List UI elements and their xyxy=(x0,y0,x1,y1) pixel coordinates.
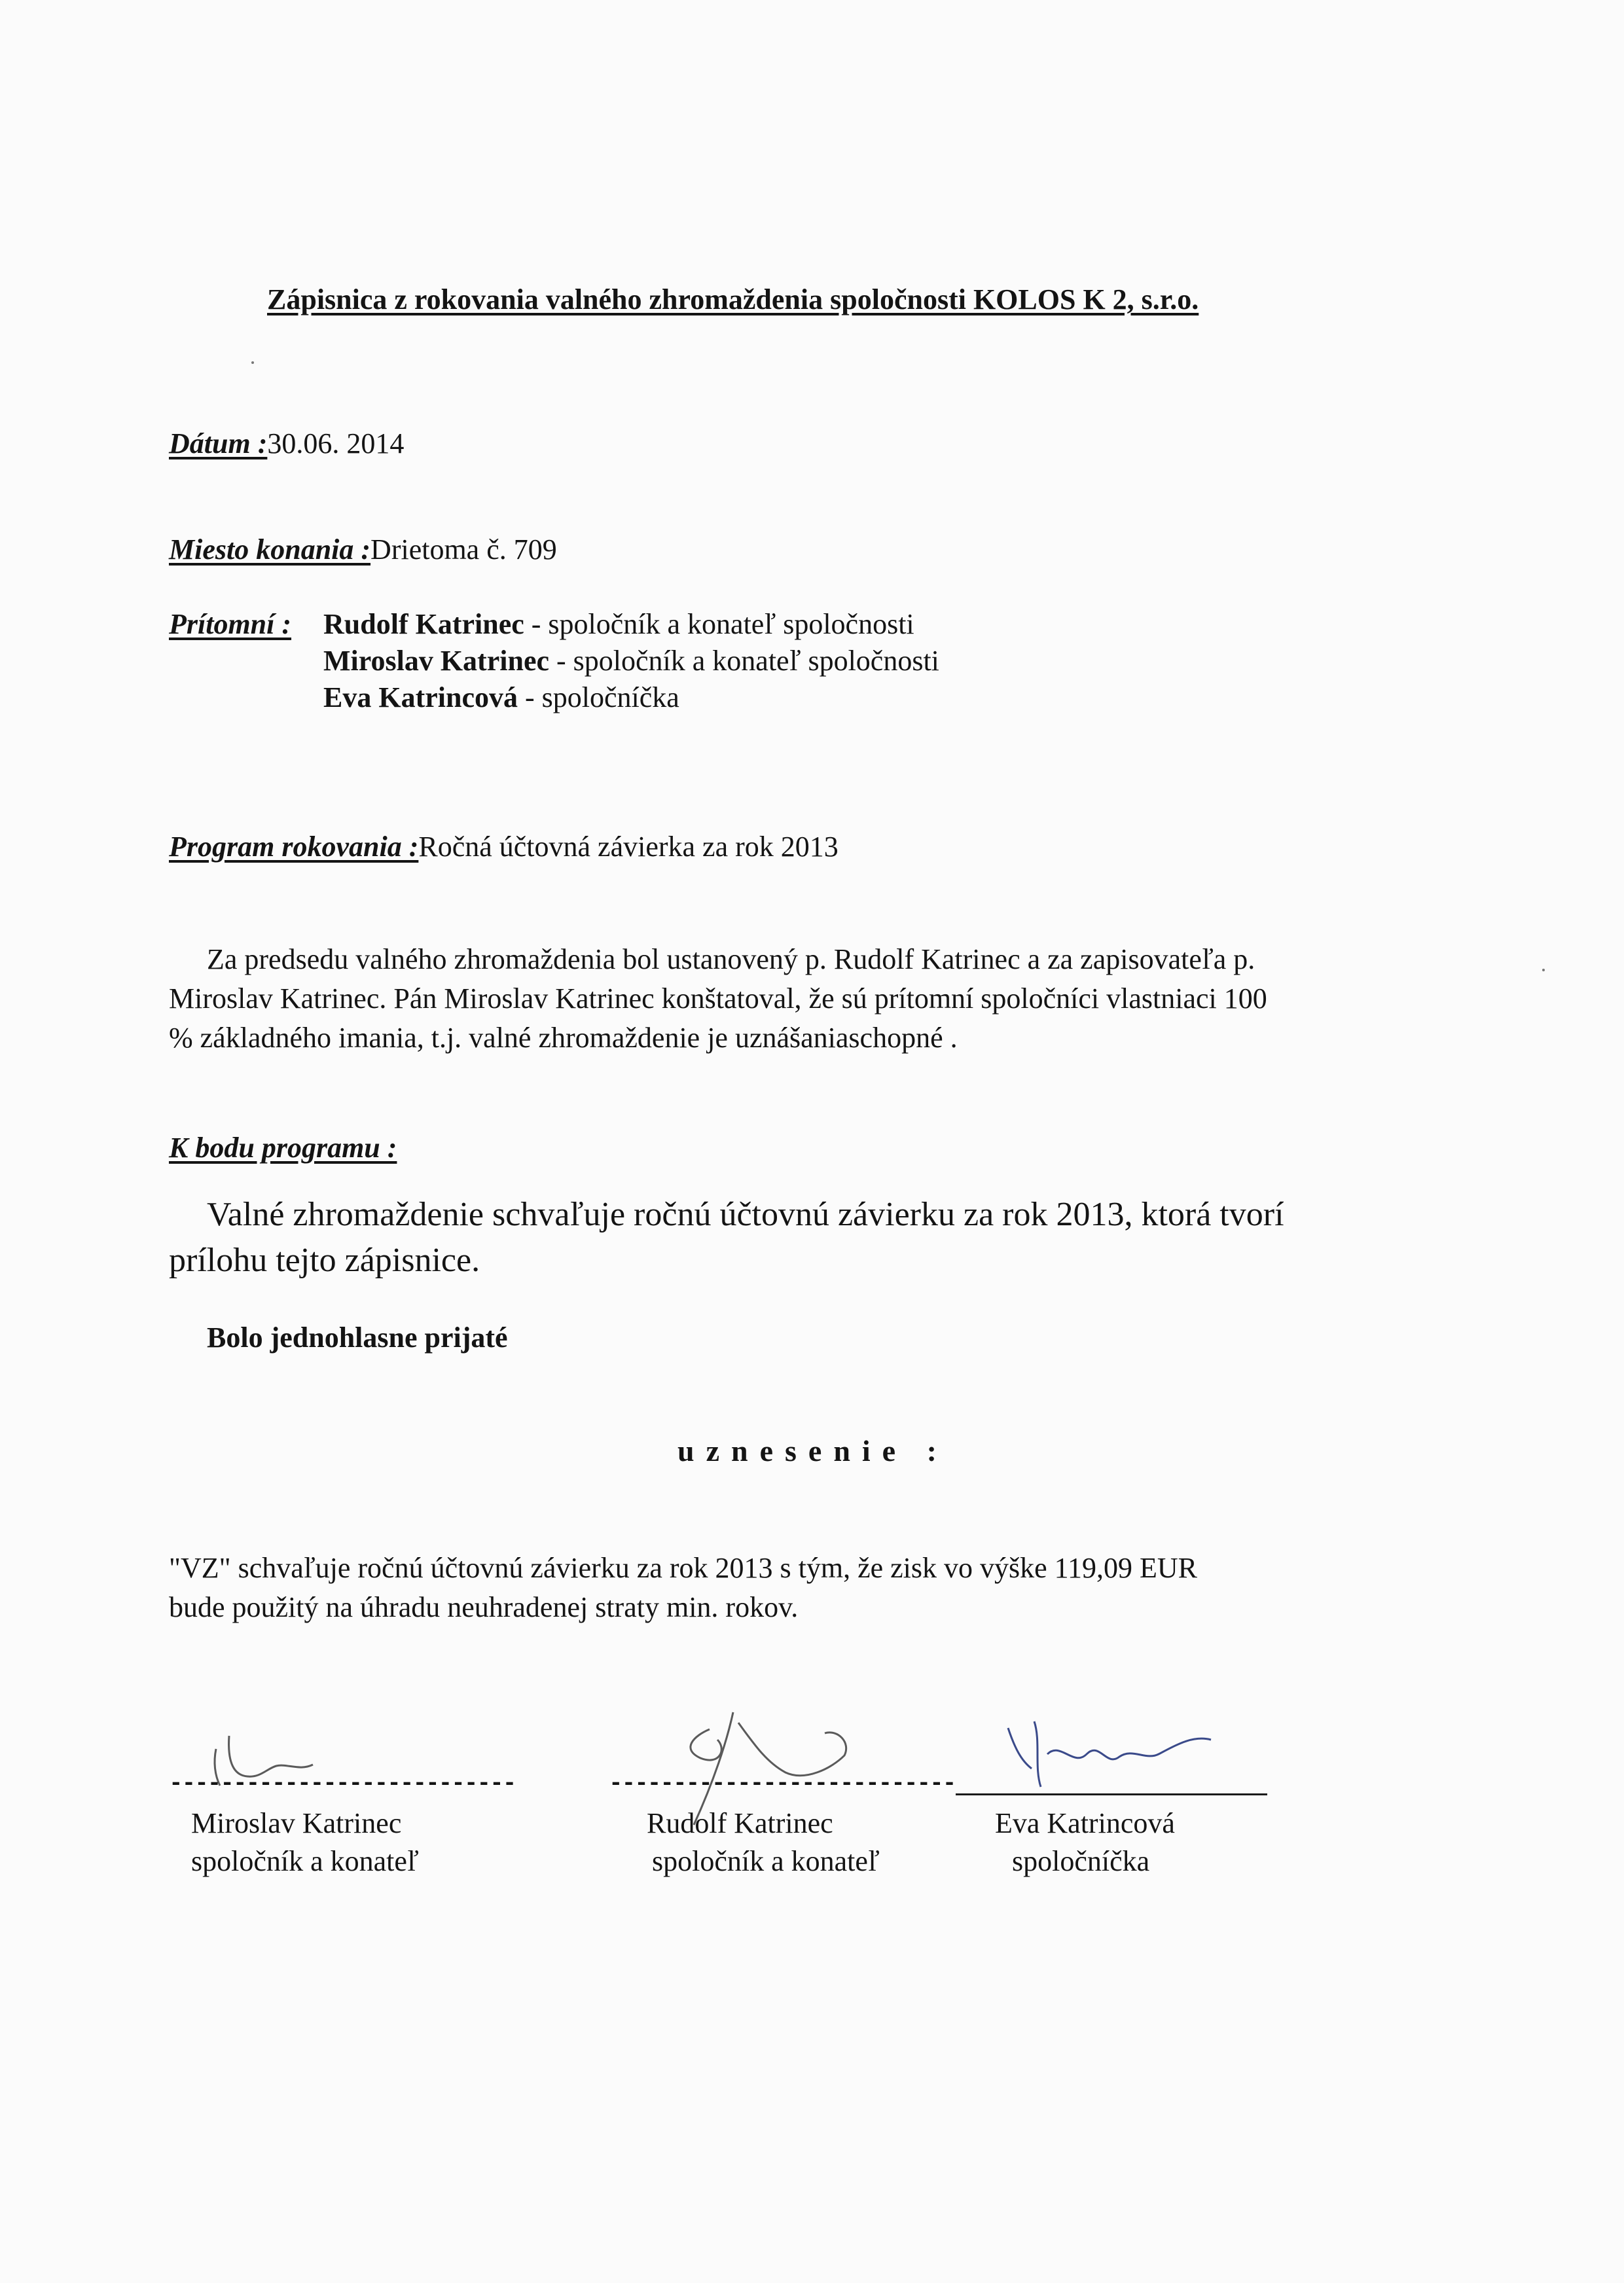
place-row xyxy=(169,533,557,566)
date-label: Dátum : xyxy=(169,427,268,459)
place-value: Drietoma č. 709 xyxy=(370,533,557,566)
attendee-role: - spoločník a konateľ spoločnosti xyxy=(549,645,939,677)
vote-result: Bolo jednohlasne prijaté xyxy=(207,1321,508,1354)
intro-line: % základného imania, t.j. valné zhromaždenie je uznášaniaschopné . xyxy=(169,1022,958,1054)
intro-line: Za predsedu valného zhromaždenia bol ustanovený p. Rudolf Katrinec a za zapisovateľa p. xyxy=(207,943,1255,975)
place-label: Miesto konania : xyxy=(169,533,371,566)
attendee-row xyxy=(323,607,914,641)
signatory-name: Miroslav Katrinec xyxy=(191,1807,402,1839)
agenda-label: Program rokovania : xyxy=(169,831,419,863)
signature-line-solid xyxy=(956,1793,1267,1795)
attendee-name: Eva Katrincová xyxy=(323,681,518,713)
document-title: Zápisnica z rokovania valného zhromaždenia spoločnosti KOLOS K 2, s.r.o. xyxy=(267,283,1199,315)
intro-line: Miroslav Katrinec. Pán Miroslav Katrinec konštatoval, že sú prítomní spoločníci vlastniaci 100 xyxy=(169,982,1267,1015)
attendee-role: - spoločníčka xyxy=(517,681,679,713)
signatory-role: spoločníčka xyxy=(1012,1845,1150,1877)
signatory-name: Eva Katrincová xyxy=(995,1807,1175,1839)
attendee-name: Rudolf Katrinec xyxy=(323,608,524,640)
program-point-label: K bodu programu : xyxy=(169,1132,397,1164)
agenda-row xyxy=(169,830,839,863)
signature-line: --------------------------- xyxy=(609,1770,956,1797)
program-point-line: prílohu tejto zápisnice. xyxy=(169,1242,480,1279)
resolution-line: bude použitý na úhradu neuhradenej straty min. rokov. xyxy=(169,1591,799,1623)
program-point-line: Valné zhromaždenie schvaľuje ročnú účtovnú závierku za rok 2013, ktorá tvorí xyxy=(207,1196,1284,1233)
signatory-role: spoločník a konateľ xyxy=(652,1845,880,1877)
signature-eva xyxy=(995,1708,1218,1800)
scan-speck xyxy=(251,361,254,364)
attendee-row xyxy=(323,644,939,677)
date-row xyxy=(169,427,404,460)
attendee-row xyxy=(323,681,679,714)
date-value: 30.06. 2014 xyxy=(267,427,405,459)
resolution-line: "VZ" schvaľuje ročnú účtovnú závierku za rok 2013 s tým, že zisk vo výške 119,09 EUR xyxy=(169,1552,1198,1584)
scan-speck xyxy=(1542,969,1545,971)
signatory-role: spoločník a konateľ xyxy=(191,1845,419,1877)
signature-line: --------------------------- xyxy=(169,1770,516,1797)
attendee-name: Miroslav Katrinec xyxy=(323,645,549,677)
attendees-label: Prítomní : xyxy=(169,608,292,640)
signatory-name: Rudolf Katrinec xyxy=(647,1807,833,1839)
attendee-role: - spoločník a konateľ spoločnosti xyxy=(524,608,914,640)
agenda-value: Ročná účtovná závierka za rok 2013 xyxy=(418,831,839,863)
resolution-heading: uznesenie : xyxy=(677,1434,948,1467)
